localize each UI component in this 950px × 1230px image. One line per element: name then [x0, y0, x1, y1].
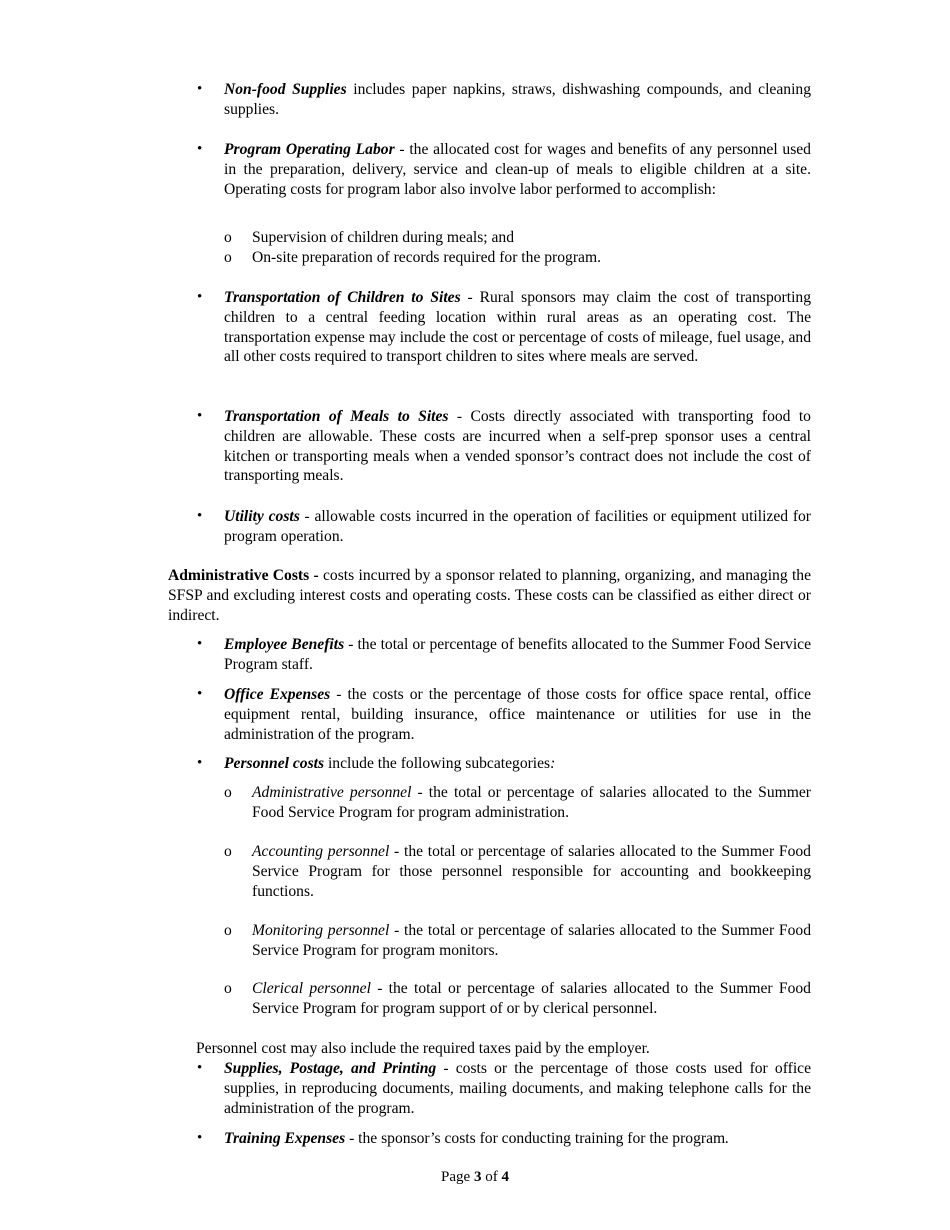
- sub-bullet-icon: o: [224, 229, 232, 246]
- list-item: Non-food Supplies includes paper napkins, straws, dishwashing compounds, and cleaning supplies.: [224, 81, 811, 118]
- list-item: Program Operating Labor - the allocated cost for wages and benefits of any personnel used in the preparation, delivery, service and clean-up of meals to eligible children at a site. Operating costs for program labor also involve labor performed to accomplish:: [224, 141, 811, 198]
- sub-bullet-icon: o: [224, 922, 232, 939]
- bullet-icon: •: [197, 408, 203, 424]
- list-item: Personnel costs include the following subcategories:: [224, 755, 556, 772]
- admin-costs-paragraph: Administrative Costs - costs incurred by a sponsor related to planning, organizing, and managing the SFSP and excluding interest costs and operating costs. These costs can be classified as either direct or indirect.: [168, 567, 811, 624]
- bullet-icon: •: [197, 755, 203, 771]
- sub-bullet-icon: o: [224, 784, 232, 801]
- bullet-icon: •: [197, 636, 203, 652]
- bullet-icon: •: [197, 508, 203, 524]
- sub-list-item: Supervision of children during meals; and: [252, 229, 515, 246]
- list-item: Supplies, Postage, and Printing - costs or the percentage of those costs used for office supplies, in reproducing documents, mailing documents, and making telephone calls for the administration of the program.: [224, 1060, 812, 1117]
- sub-list-item: Accounting personnel - the total or percentage of salaries allocated to the Summer Food Service Program for those personnel responsible for accounting and bookkeeping functions.: [252, 843, 811, 900]
- page-number: Page 3 of 4: [441, 1169, 509, 1185]
- list-item: Training Expenses - the sponsor’s costs for conducting training for the program.: [224, 1130, 730, 1147]
- sub-list-item: On-site preparation of records required for the program.: [252, 249, 601, 266]
- sub-bullet-icon: o: [224, 843, 232, 860]
- list-item: Transportation of Meals to Sites - Costs directly associated with transporting food to children are allowable. These costs are incurred when a self-prep sponsor uses a central kitchen or transporting meals when a vended sponsor’s contract does not include the cost of transporting meals.: [224, 408, 811, 485]
- bullet-icon: •: [197, 686, 203, 702]
- list-item: Employee Benefits - the total or percentage of benefits allocated to the Summer Food Service Program staff.: [224, 636, 811, 673]
- list-item: Utility costs - allowable costs incurred in the operation of facilities or equipment utilized for program operation.: [224, 508, 812, 545]
- sub-list-item: Clerical personnel - the total or percentage of salaries allocated to the Summer Food Service Program for program support of or by clerical personnel.: [252, 980, 811, 1017]
- bullet-icon: •: [197, 141, 203, 157]
- bullet-icon: •: [197, 289, 203, 305]
- sub-bullet-icon: o: [224, 249, 232, 266]
- list-item: Transportation of Children to Sites - Rural sponsors may claim the cost of transporting children to a central feeding location within rural areas as an operating cost. The transportation expense may include the cost or percentage of costs of mileage, fuel usage, and all other costs required to transport children to sites where meals are served.: [224, 289, 812, 366]
- list-item: Office Expenses - the costs or the percentage of those costs for office space rental, office equipment rental, building insurance, office maintenance or utilities for use in the administration of the program.: [224, 686, 811, 743]
- bullet-icon: •: [197, 1130, 203, 1146]
- bullet-icon: •: [197, 81, 203, 97]
- bullet-icon: •: [197, 1060, 203, 1076]
- sub-list-item: Monitoring personnel - the total or percentage of salaries allocated to the Summer Food Service Program for program monitors.: [252, 922, 811, 959]
- sub-list-item: Administrative personnel - the total or percentage of salaries allocated to the Summer Food Service Program for program administration.: [252, 784, 811, 821]
- sub-bullet-icon: o: [224, 980, 232, 997]
- personnel-note: Personnel cost may also include the required taxes paid by the employer.: [196, 1040, 650, 1057]
